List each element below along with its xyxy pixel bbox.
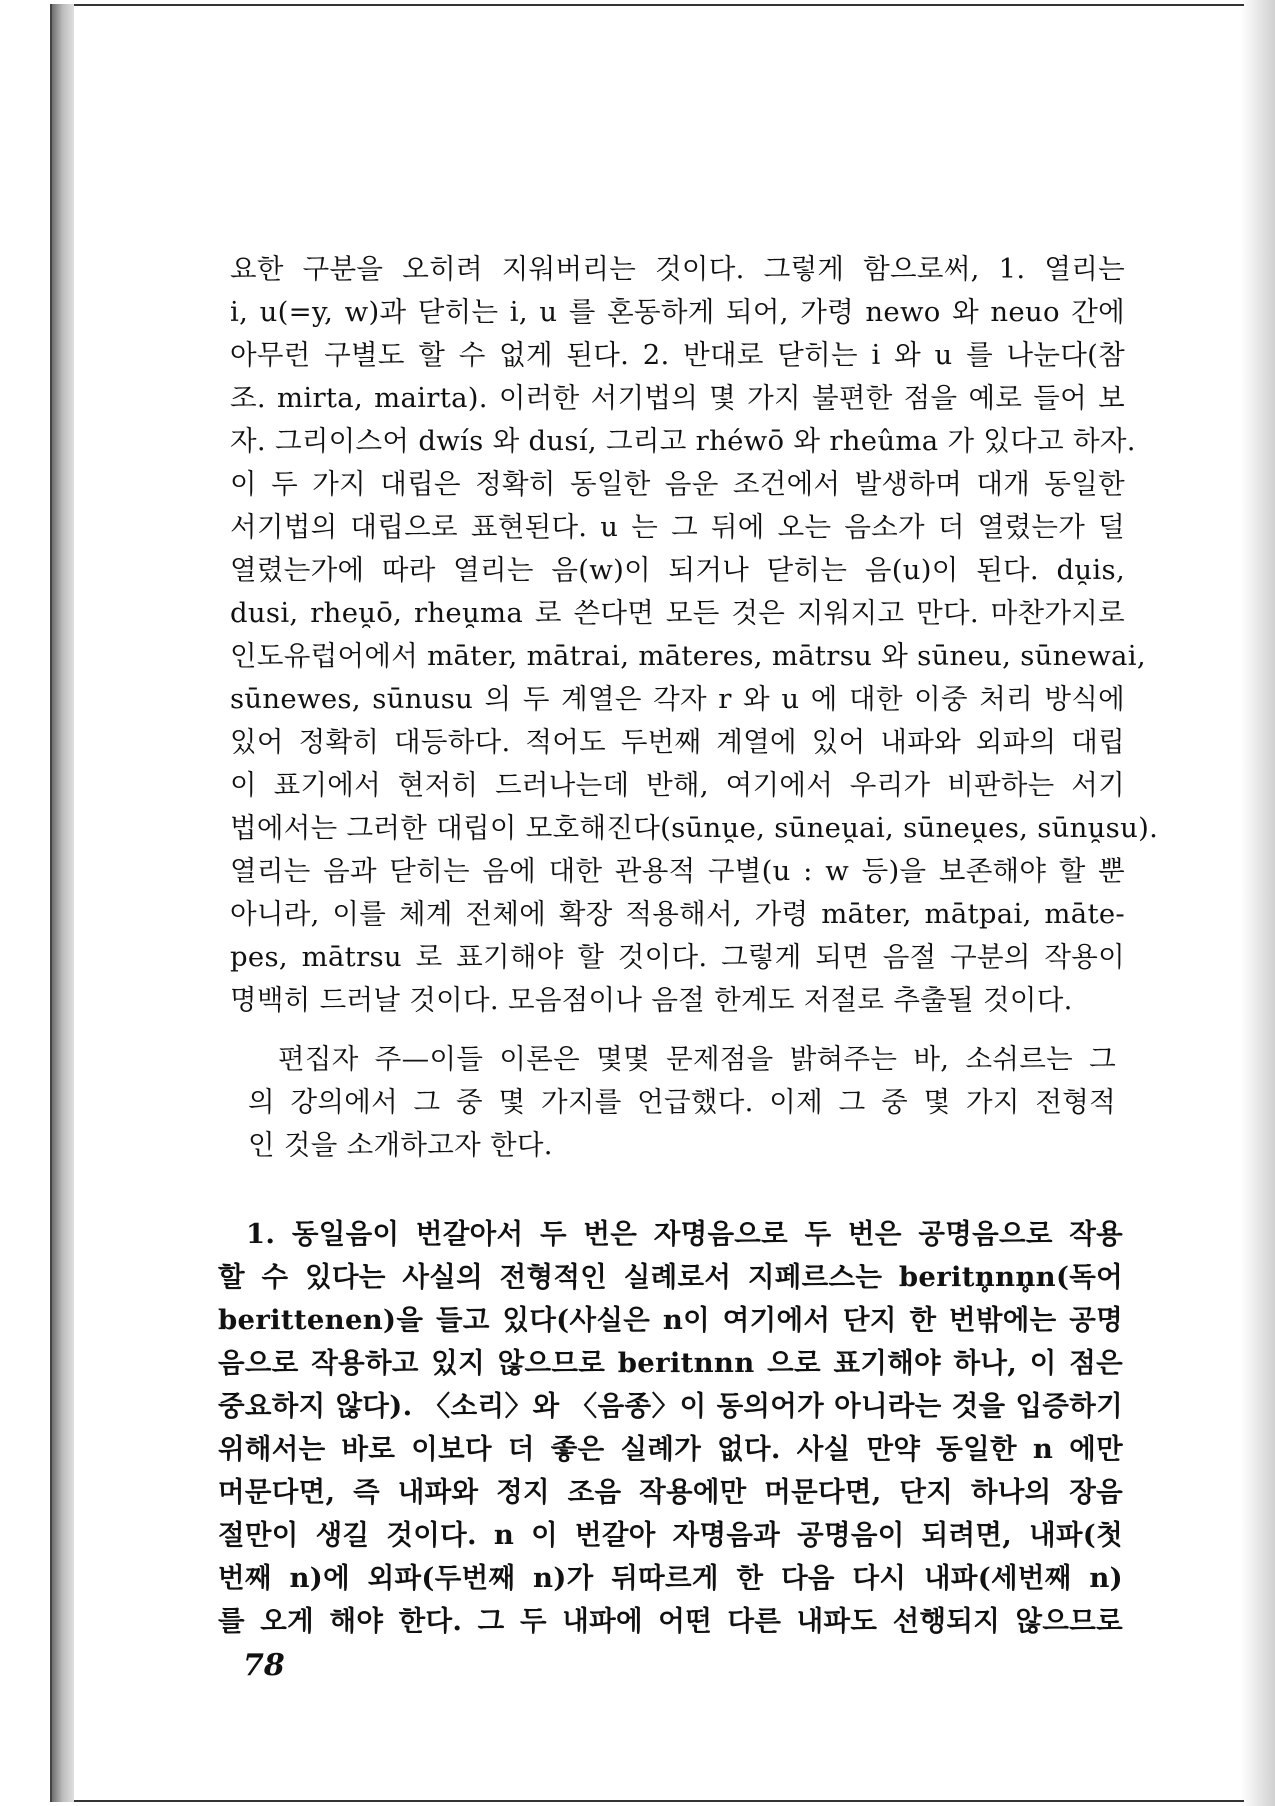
text-line: 를 오게 해야 한다. 그 두 내파에 어떤 다른 내파도 선행되지 않으므로 <box>218 1605 1123 1637</box>
text-line: 조. mirta, mairta). 이러한 서기법의 몇 가지 불편한 점을 예로 들어 보 <box>230 382 1125 414</box>
paragraph-1 <box>230 248 1159 1022</box>
text-line: 아무런 구별도 할 수 없게 된다. 2. 반대로 닫히는 i 와 u 를 나눈다(참 <box>230 339 1125 371</box>
text-line: 열렸는가에 따라 열리는 음(w)이 되거나 닫히는 음(u)이 된다. du̯is, <box>230 554 1125 586</box>
text-line: 법에서는 그러한 대립이 모호해진다(sūnu̯e, sūneu̯ai, sūneu̯es, sūnu̯su). <box>230 812 1159 844</box>
text-line: dusi, rheu̯ō, rheu̯ma 로 쓴다면 모든 것은 지워지고 만다. 마찬가지로 <box>230 597 1125 629</box>
page-number: 78 <box>243 1648 285 1683</box>
book-spine-edge <box>50 4 76 1802</box>
text-line: 번째 n)에 외파(두번째 n)가 뒤따르게 한 다음 다시 내파(세번째 n) <box>218 1562 1123 1594</box>
text-line: 이 두 가지 대립은 정확히 동일한 음운 조건에서 발생하며 대개 동일한 <box>230 468 1125 500</box>
text-line: i, u(=y, w)과 닫히는 i, u 를 혼동하게 되어, 가령 newo 와 neuo 간에 <box>230 296 1125 328</box>
text-line: 편집자 주—이들 이론은 몇몇 문제점을 밝혀주는 바, 소쉬르는 그 <box>278 1043 1116 1075</box>
text-line: 요한 구분을 오히려 지워버리는 것이다. 그렇게 함으로써, 1. 열리는 <box>230 253 1125 285</box>
text-line: sūnewes, sūnusu 의 두 계열은 각자 r 와 u 에 대한 이중 처리 방식에 <box>230 683 1125 715</box>
text-line: 머문다면, 즉 내파와 정지 조음 작용에만 머문다면, 단지 하나의 장음 <box>218 1476 1123 1508</box>
text-line: 중요하지 않다). 〈소리〉와 〈음종〉이 동의어가 아니라는 것을 입증하기 <box>218 1390 1123 1422</box>
text-line: 음으로 작용하고 있지 않으므로 beritnnn 으로 표기해야 하나, 이 점은 <box>218 1347 1123 1379</box>
paragraph-3 <box>218 1213 1123 1643</box>
text-line: 열리는 음과 닫히는 음에 대한 관용적 구별(u : w 등)을 보존해야 할 뿐 <box>230 855 1125 887</box>
text-line: 이 표기에서 현저히 드러나는데 반해, 여기에서 우리가 비판하는 서기 <box>230 769 1125 801</box>
page-shadow <box>1241 0 1275 1806</box>
text-line: 인도유럽어에서 māter, mātrai, māteres, mātrsu 와 sūneu, sūnewai, <box>230 640 1146 672</box>
text-line: 위해서는 바로 이보다 더 좋은 실례가 없다. 사실 만약 동일한 n 에만 <box>218 1433 1123 1465</box>
text-line: 아니라, 이를 체계 전체에 확장 적용해서, 가령 māter, mātpai, māte- <box>230 898 1125 930</box>
text-line: 의 강의에서 그 중 몇 가지를 언급했다. 이제 그 중 몇 가지 전형적 <box>248 1086 1116 1118</box>
text-line: 할 수 있다는 사실의 전형적인 실례로서 지페르스는 beritn̥nn̥n(독어 <box>218 1261 1123 1293</box>
text-line: 1. 동일음이 번갈아서 두 번은 자명음으로 두 번은 공명음으로 작용 <box>246 1218 1123 1250</box>
text-line: pes, mātrsu 로 표기해야 할 것이다. 그렇게 되면 음절 구분의 작용이 <box>230 941 1125 973</box>
text-line: 서기법의 대립으로 표현된다. u 는 그 뒤에 오는 음소가 더 열렸는가 덜 <box>230 511 1125 543</box>
text-line: 자. 그리이스어 dwís 와 dusí, 그리고 rhéwō 와 rheûma 가 있다고 하자. <box>230 425 1136 457</box>
text-line: 있어 정확히 대등하다. 적어도 두번째 계열에 있어 내파와 외파의 대립 <box>230 726 1125 758</box>
text-line: 명백히 드러날 것이다. 모음점이나 음절 한계도 저절로 추출될 것이다. <box>230 984 1073 1016</box>
editor-note-paragraph <box>248 1038 1116 1167</box>
text-line: 절만이 생길 것이다. n 이 번갈아 자명음과 공명음이 되려면, 내파(첫 <box>218 1519 1123 1551</box>
text-line: 인 것을 소개하고자 한다. <box>248 1129 553 1161</box>
text-line: berittenen)을 들고 있다(사실은 n이 여기에서 단지 한 번밖에는 공명 <box>218 1304 1123 1336</box>
